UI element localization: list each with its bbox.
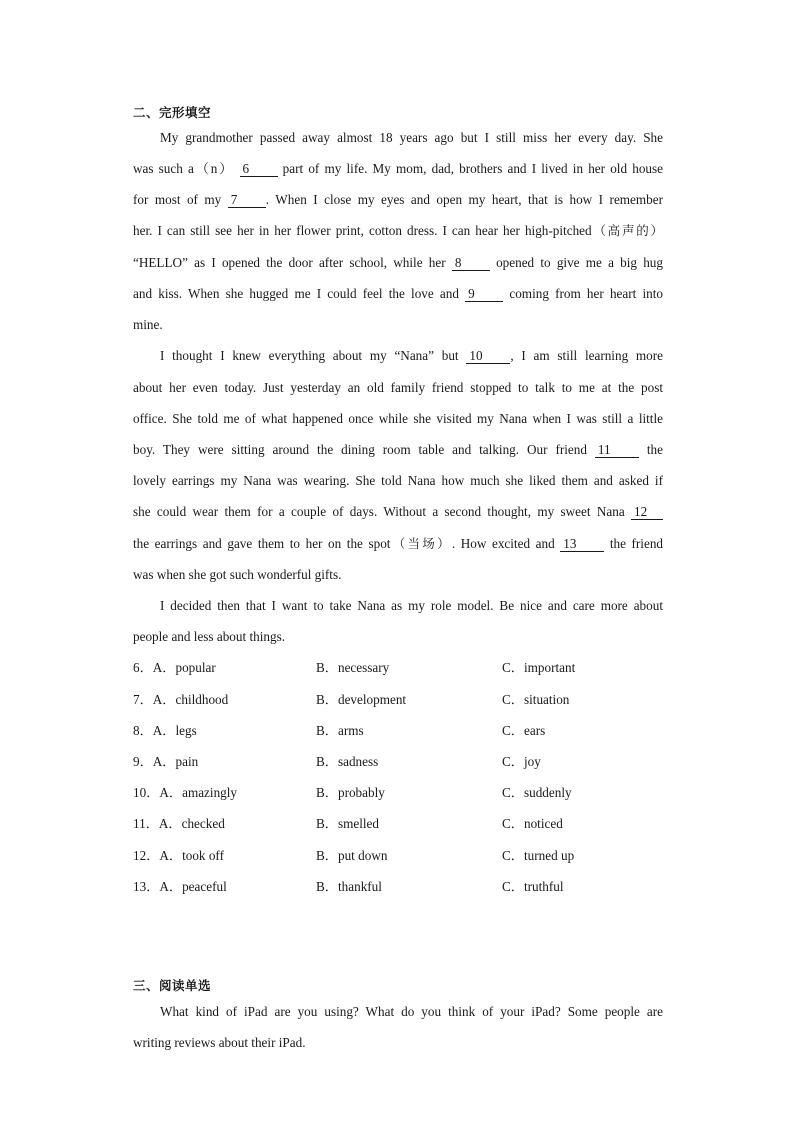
passage-text: the earrings and gave them to her on the spot [133,536,391,551]
passage-line [133,535,663,553]
question-9 [133,753,663,771]
passage-line: What kind of iPad are you using? What do you think of your iPad? Some people are [160,1004,663,1019]
passage-text: . How excited and [451,536,555,551]
passage-line [133,191,663,209]
option-b[interactable]: B．probably [316,785,385,800]
question-11 [133,815,663,833]
question-7 [133,691,663,709]
passage-line [133,254,663,272]
passage-line: I decided then that I want to take Nana as my role model. Be nice and care more about [160,598,663,613]
option-b[interactable]: B．development [316,692,407,707]
passage-text: the [646,442,663,457]
option-a[interactable]: 12．A．took off [133,848,224,863]
question-13 [133,878,663,896]
passage-line: writing reviews about their iPad. [133,1035,306,1050]
passage-text: for most of my [133,192,222,207]
option-c[interactable]: C．situation [502,692,570,707]
blank-8: 8 [452,255,490,271]
option-b[interactable]: B．thankful [316,879,382,894]
option-a[interactable]: 6．A．popular [133,660,216,675]
option-c[interactable]: C．noticed [502,816,563,831]
section-heading-cloze: 二、完形填空 [133,105,212,120]
option-a[interactable]: 8．A．legs [133,723,197,738]
passage-text: the friend [609,536,664,551]
passage-gloss: （高声的） [591,223,663,238]
passage-line: lovely earrings my Nana was wearing. She told Nana how much she liked them and asked if [133,473,663,488]
passage-text: coming from her heart into [509,286,664,301]
section-heading-reading: 三、阅读单选 [133,978,212,993]
blank-12: 12 [631,504,663,520]
option-b[interactable]: B．smelled [316,816,380,831]
blank-11: 11 [595,442,639,458]
question-8 [133,722,663,740]
question-6 [133,659,663,677]
option-c[interactable]: C．truthful [502,879,564,894]
passage-line: people and less about things. [133,629,285,644]
passage-line: about her even today. Just yesterday an old family friend stopped to talk to me at the post [133,380,663,395]
passage-line: was when she got such wonderful gifts. [133,567,342,582]
option-a[interactable]: 13．A．peaceful [133,879,227,894]
option-a[interactable]: 10．A．amazingly [133,785,238,800]
passage-text: she could wear them for a couple of days. Without a second thought, my sweet Nana [133,504,625,519]
option-b[interactable]: B．necessary [316,660,390,675]
passage-text: and kiss. When she hugged me I could feel the love and [133,286,459,301]
option-b[interactable]: B．sadness [316,754,379,769]
passage-line: office. She told me of what happened once while she visited my Nana when I was still a little [133,411,663,426]
passage-line [133,441,663,459]
passage-line [133,503,663,521]
passage-text: opened to give me a big hug [496,255,663,270]
passage-text: . When I close my eyes and open my heart, that is how I remember [265,192,663,207]
blank-7: 7 [228,192,266,208]
question-12 [133,847,663,865]
passage-line: mine. [133,317,163,332]
passage-line [133,160,663,178]
option-c[interactable]: C．joy [502,754,541,769]
option-c[interactable]: C．important [502,660,576,675]
passage-text: her. I can still see her in her flower print, cotton dress. I can hear her high-pitched [133,223,592,238]
option-a[interactable]: 9．A．pain [133,754,199,769]
passage-text: , I am still learning more [510,348,664,363]
option-c[interactable]: C．ears [502,723,546,738]
passage-line: My grandmother passed away almost 18 years ago but I still miss her every day. She [160,130,663,145]
option-b[interactable]: B．put down [316,848,388,863]
option-a[interactable]: 7．A．childhood [133,692,229,707]
question-10 [133,784,663,802]
option-a[interactable]: 11．A．checked [133,816,225,831]
blank-10: 10 [466,348,510,364]
option-c[interactable]: C．turned up [502,848,575,863]
passage-line [133,285,663,303]
blank-6: 6 [240,161,278,177]
passage-text: part of my life. My mom, dad, brothers and I lived in her old house [282,161,663,176]
passage-line [133,222,663,240]
passage-text: boy. They were sitting around the dining room table and talking. Our friend [133,442,587,457]
passage-line [160,347,663,365]
option-c[interactable]: C．suddenly [502,785,572,800]
blank-9: 9 [465,286,503,302]
passage-text: “HELLO” as I opened the door after school, while her [133,255,446,270]
passage-text: was such a（n） [133,161,235,176]
blank-13: 13 [560,536,604,552]
option-b[interactable]: B．arms [316,723,364,738]
passage-gloss: （当场） [390,536,452,551]
passage-text: I thought I knew everything about my “Nana” but [160,348,459,363]
